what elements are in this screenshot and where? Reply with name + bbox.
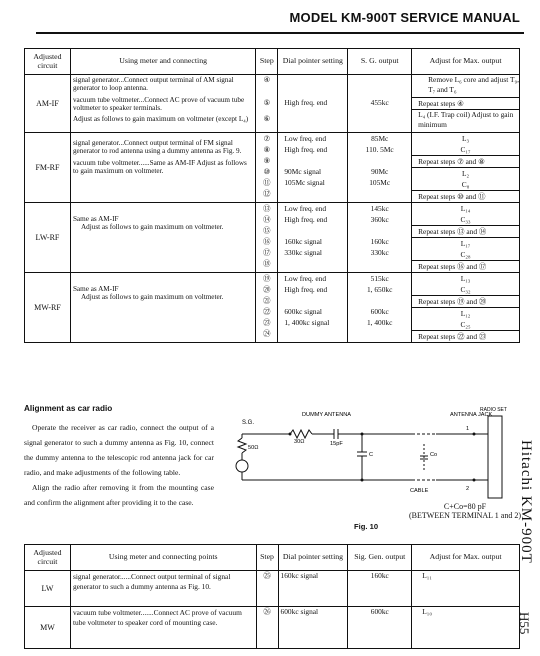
terminal-2-label: 2 (466, 486, 470, 492)
circuit-cell: MW-RF (25, 273, 71, 343)
dial-setting: 105Mc signal (284, 178, 325, 187)
side-model-text: Hitachi KM-900T (518, 440, 534, 564)
sg-cell (348, 203, 412, 273)
step-cell (256, 75, 278, 133)
adjust-text: C₁₇ (412, 144, 519, 156)
circuit-cell: MW (25, 607, 71, 649)
sg-cell: 600kc (348, 607, 412, 649)
step-number: ⑭ (263, 215, 271, 224)
method-text: Same as AM-IF (72, 285, 119, 293)
step-cell (256, 273, 278, 343)
formula-note: (BETWEEN TERMINAL 1 and 2) (409, 511, 521, 520)
step-number: ㉓ (263, 318, 271, 327)
adjust-text: Repeat steps ⑩ and ⑪ (418, 192, 486, 201)
method-text: vacuum tube voltmeter......Same as AM-IF Adjust as follows to gain maximum on voltmeter. (72, 158, 247, 175)
capacitance-formula (400, 502, 530, 520)
table-row-am-if (25, 75, 520, 133)
dial-cell (278, 133, 348, 203)
table-row-lw-rf (25, 203, 520, 273)
sg-cell: 160kc (348, 571, 412, 607)
method-cell: vacuum tube voltmeter.......Connect AC prove of vacuum tube voltmeter to speaker cord of mounting case. (70, 607, 256, 649)
table-header-row (25, 545, 520, 571)
sg-output: 85Mc (371, 134, 389, 143)
step-number: ④ (263, 75, 271, 84)
dummy-antenna-label: DUMMY ANTENNA (302, 412, 352, 418)
step-cell: ㉖ (256, 607, 278, 649)
step-number: ⑮ (263, 226, 271, 235)
step-cell (256, 203, 278, 273)
dial-cell (278, 75, 348, 133)
capacitor-c-label: C (369, 452, 374, 458)
cable-label: CABLE (410, 488, 429, 494)
adjust-text: L₁₂ (460, 309, 471, 318)
figure-caption: Fig. 10 (354, 522, 379, 531)
adjust-text: Repeat steps ⑬ and ⑭ (412, 226, 519, 238)
sg-output: 1, 650kc (366, 285, 393, 294)
adjust-text: L₁₃ (460, 274, 471, 283)
radio-set-label: RADIO SET (480, 407, 507, 413)
step-number: ⑧ (263, 145, 271, 154)
sg-output: 110. 5Mc (365, 145, 394, 154)
dial-setting: High freq. end (284, 145, 328, 154)
step-number: ㉒ (263, 307, 271, 316)
adjust-text: L₂ (462, 169, 470, 178)
col-header-dial: Dial pointer setting (278, 49, 348, 75)
circuit-cell: LW (25, 571, 71, 607)
dial-cell (278, 273, 348, 343)
page-number: H55 (517, 612, 532, 635)
step-number: ⑰ (263, 248, 271, 257)
adjust-text: Repeat steps ⑦ and ⑧ (412, 156, 519, 168)
col-header-sg: S. G. output (348, 49, 412, 75)
col-header-adjust: Adjust for Max. output (412, 545, 520, 571)
col-header-circuit: Adjusted circuit (25, 545, 71, 571)
dial-setting: Low freq. end (284, 204, 327, 213)
step-number: ㉔ (263, 329, 271, 338)
adjust-text: L₃ (462, 134, 470, 143)
resistor-30-label: 30Ω (294, 439, 305, 445)
table-row (25, 571, 520, 607)
dial-setting: 90Mc signal (284, 167, 322, 176)
dial-setting: High freq. end (284, 98, 328, 107)
step-number: ⑳ (263, 285, 271, 294)
method-text: Adjust as follows to gain maximum on voltmeter. (80, 223, 224, 232)
table-row (25, 607, 520, 649)
section-title: Alignment as car radio (24, 404, 113, 413)
alignment-table (24, 48, 520, 343)
step-number: ㉑ (263, 296, 271, 305)
step-number: ⑦ (263, 134, 271, 143)
sg-output: 360kc (370, 215, 389, 224)
adjust-cell: L₁₀ (412, 607, 520, 649)
adjust-cell (412, 203, 520, 273)
method-text: Adjust as follows to gain maximum on voltmeter. (80, 293, 224, 302)
step-number: ⑪ (263, 178, 271, 187)
sg-output: 90Mc (371, 167, 389, 176)
resistor-50-label: 50Ω (248, 445, 259, 451)
step-number: ⑲ (263, 274, 271, 283)
table-row-mw-rf (25, 273, 520, 343)
sg-output: 600kc (370, 307, 389, 316)
step-number: ⑥ (263, 114, 271, 123)
sg-output: 105Mc (369, 178, 391, 187)
col-header-step: Step (256, 49, 278, 75)
dial-cell: 160kc signal (278, 571, 348, 607)
adjust-text: Repeat steps ④ (412, 98, 519, 110)
col-header-sg: Sig. Gen. output (348, 545, 412, 571)
sg-output: 1, 400kc (366, 318, 393, 327)
method-cell (70, 75, 255, 133)
adjust-text: Repeat steps ⑯ and ⑰ (418, 262, 487, 271)
paragraph: Operate the receiver as car radio, connect the output of a signal generator to such a dummy antenna as Fig. 10, connect the dummy antenna to the telescopic rod antenna jack for car radio, and make adjustments of the following table. (24, 423, 214, 477)
sg-cell (348, 133, 412, 203)
sg-output: 515kc (370, 274, 389, 283)
step-number: ⑫ (263, 189, 271, 198)
method-text: Same as AM-IF (72, 215, 119, 223)
adjust-text: L₁₇ (460, 239, 471, 248)
adjust-text: C₃₂ (412, 284, 519, 296)
dial-setting: 160kc signal (284, 237, 322, 246)
method-cell: signal generator......Connect output terminal of signal generator to such a dummy antenna as Fig. 10. (70, 571, 256, 607)
step-number: ⑤ (263, 98, 271, 107)
col-header-method: Using meter and connecting points (70, 545, 256, 571)
col-header-dial: Dial pointer setting (278, 545, 348, 571)
adjust-text: Repeat steps ⑲ and ⑳ (412, 296, 519, 308)
adjust-text: C₂₅ (412, 319, 519, 331)
col-header-method: Using meter and connecting (70, 49, 255, 75)
dial-setting: High freq. end (284, 215, 328, 224)
adjust-text: C₃₃ (412, 214, 519, 226)
adjust-text: L₁₄ (460, 204, 471, 213)
dial-setting: 600kc signal (284, 307, 322, 316)
method-text: Adjust as follows to gain maximum on voltmeter (except L₄) (72, 115, 249, 124)
adjust-cell (412, 273, 520, 343)
method-text: signal generator...Connect output terminal of FM signal generator to rod antenna using a dummy antenna as Fig. 9. (72, 139, 242, 156)
adjust-text: Repeat steps ㉒ and ㉓ (418, 332, 487, 341)
method-cell (70, 273, 255, 343)
capacitor-15pf-label: 15pF (330, 441, 343, 447)
method-text: vacuum tube voltmeter...Connect AC prove of vacuum tube voltmeter to speaker terminals. (72, 95, 245, 112)
sg-output: 145kc (370, 204, 389, 213)
step-cell (256, 133, 278, 203)
dial-setting: Low freq. end (284, 134, 327, 143)
adjust-text: Remove L₆ core and adjust T₉, T₇ and T₆ (412, 75, 519, 98)
step-number: ⑩ (263, 167, 271, 176)
car-radio-table (24, 544, 520, 649)
formula-text: C+Co=80 pF (443, 502, 487, 511)
adjust-text: C₈ (412, 179, 519, 191)
paragraph: Align the radio after removing it from the mounting case and confirm the alignment after providing it to the case. (24, 483, 214, 507)
adjust-cell: L₁₁ (412, 571, 520, 607)
dial-setting: 330kc signal (284, 248, 322, 257)
step-cell: ㉕ (256, 571, 278, 607)
circuit-cell: AM-IF (25, 75, 71, 133)
dial-setting: Low freq. end (284, 274, 327, 283)
page-header (36, 8, 524, 34)
adjust-cell (412, 133, 520, 203)
capacitor-co-label: Co (430, 452, 438, 458)
step-number: ⑨ (263, 156, 271, 165)
step-number: ⑬ (263, 204, 271, 213)
circuit-cell: LW-RF (25, 203, 71, 273)
sg-cell (348, 75, 412, 133)
col-header-circuit: Adjusted circuit (25, 49, 71, 75)
col-header-step: Step (256, 545, 278, 571)
sg-output: 330kc (370, 248, 389, 257)
circuit-cell: FM-RF (25, 133, 71, 203)
dial-cell (278, 203, 348, 273)
dial-setting: 1, 400kc signal (284, 318, 330, 327)
sg-cell (348, 273, 412, 343)
adjust-cell (412, 75, 520, 133)
step-number: ⑯ (263, 237, 271, 246)
terminal-1-label: 1 (466, 426, 470, 432)
sg-output: 455kc (370, 98, 389, 107)
step-number: ⑱ (263, 259, 271, 268)
antenna-jack-label: ANTENNA JACK (450, 412, 493, 418)
dial-cell: 600kc signal (278, 607, 348, 649)
page-header-title: MODEL KM-900T SERVICE MANUAL (289, 10, 520, 25)
method-cell (70, 133, 255, 203)
adjust-text: L₄ (I.F. Trap coil) Adjust to gain minimum (418, 110, 514, 129)
sg-label: S.G. (242, 420, 255, 426)
col-header-adjust: Adjust for Max. output (412, 49, 520, 75)
car-radio-instructions (24, 420, 214, 510)
adjust-text: C₂₈ (412, 249, 519, 261)
table-row-fm-rf (25, 133, 520, 203)
method-cell (70, 203, 255, 273)
dial-setting: High freq. end (284, 285, 328, 294)
table-header-row (25, 49, 520, 75)
method-text: signal generator...Connect output terminal of AM signal generator to loop antenna. (72, 76, 234, 93)
sg-output: 160kc (370, 237, 389, 246)
